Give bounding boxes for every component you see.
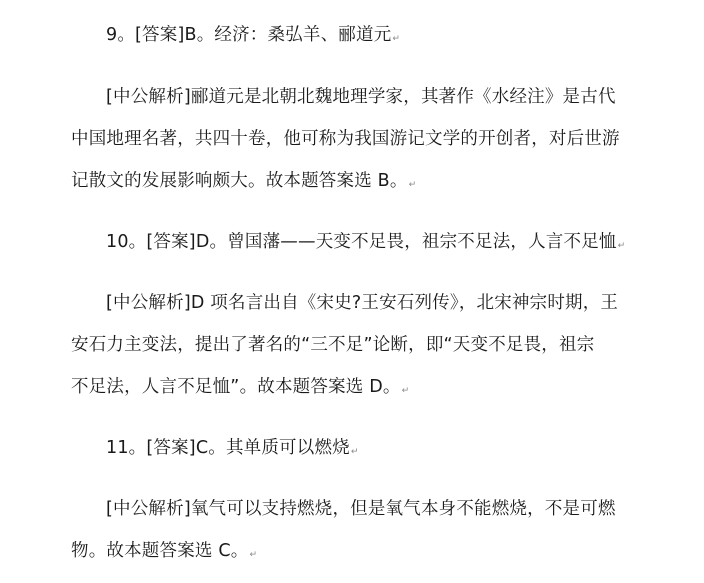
text-line: 安石力主变法，提出了著名的“三不足”论断，即“天变不足畏，祖宗 [71, 335, 595, 355]
text-line: 10。[答案]D。曾国藩——天变不足畏，祖宗不足法，人言不足恤↵ [106, 232, 626, 252]
paragraph-mark-icon: ↵ [401, 386, 410, 396]
text-line: 9。[答案]B。经济：桑弘羊、郦道元↵ [106, 25, 401, 45]
paragraph-mark-icon: ↵ [392, 34, 401, 44]
text-line: [中公解析]D 项名言出自《宋史?王安石列传》，北宋神宗时期，王 [106, 293, 619, 313]
paragraph-mark-icon: ↵ [408, 180, 417, 190]
text-line: 中国地理名著，共四十卷，他可称为我国游记文学的开创者，对后世游 [71, 129, 620, 149]
text-line: 11。[答案]C。其单质可以燃烧↵ [106, 438, 359, 458]
text-line: 不足法，人言不足恤”。故本题答案选 D。↵ [71, 377, 410, 397]
text-line: [中公解析]氧气可以支持燃烧，但是氧气本身不能燃烧，不是可燃 [106, 499, 616, 519]
paragraph-mark-icon: ↵ [350, 447, 359, 457]
paragraph-mark-icon: ↵ [617, 241, 626, 251]
text-line: [中公解析]郦道元是北朝北魏地理学家，其著作《水经注》是古代 [106, 87, 616, 107]
text-line: 物。故本题答案选 C。↵ [71, 541, 258, 561]
paragraph-mark-icon: ↵ [249, 550, 258, 560]
text-line: 记散文的发展影响颇大。故本题答案选 B。↵ [71, 171, 417, 191]
